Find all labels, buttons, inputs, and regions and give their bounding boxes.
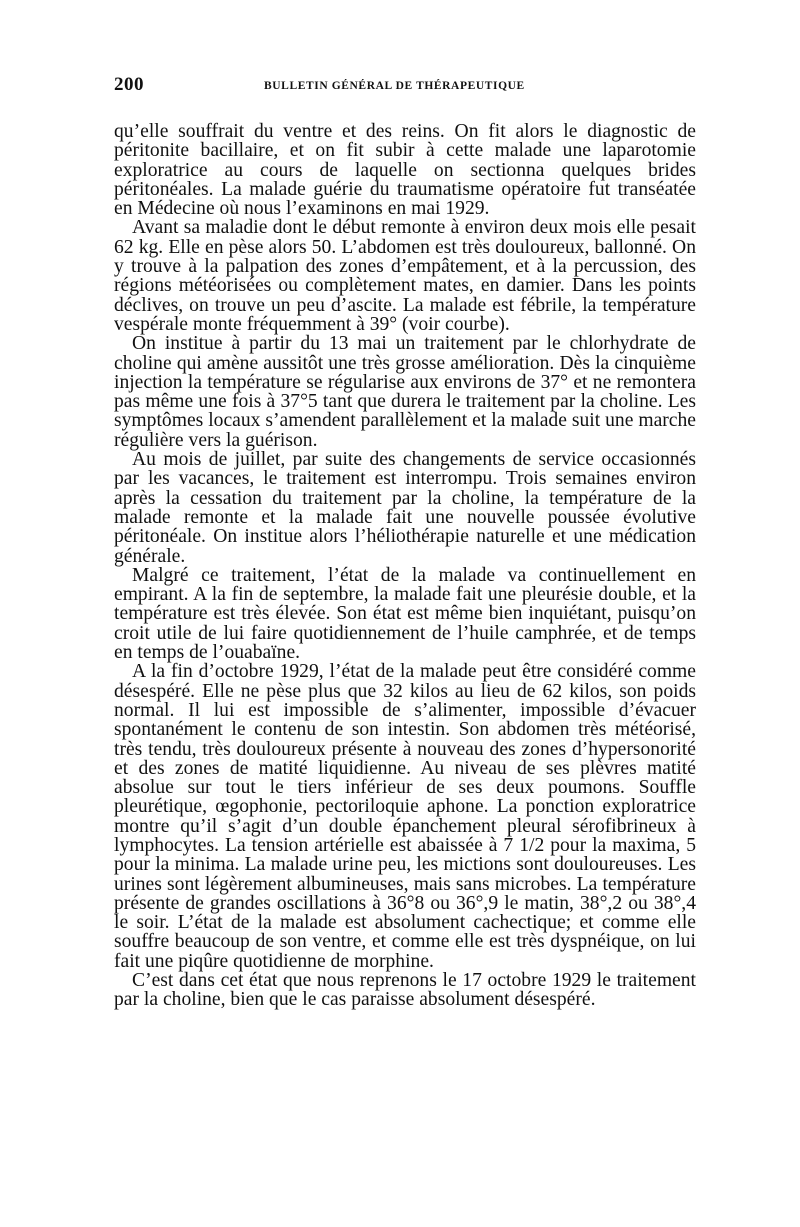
paragraph: qu’elle souffrait du ventre et des reins. On fit alors le diagnostic de péritonite bacillaire, et on fit subir à cette malade une laparotomie exploratrice au cours de laquelle on sectionna quelques brides péritonéales. La malade guérie du traumatisme opératoire fut transéatée en Médecine où nous l’examinons en mai 1929. bbox=[114, 121, 696, 220]
journal-title: BULLETIN GÉNÉRAL DE THÉRAPEUTIQUE bbox=[264, 80, 525, 92]
document-page bbox=[114, 74, 696, 1010]
paragraph: Avant sa maladie dont le début remonte à environ deux mois elle pesait 62 kg. Elle en pèse alors 50. L’abdomen est très douloureux, ballonné. On y trouve à la palpation des zones d’empâtement, et à la percussion, des régions météorisées ou complètement mates, en damier. Dans les points déclives, on trouve un peu d’ascite. La malade est fébrile, la température vespérale monte fréquemment à 39° (voir courbe). bbox=[114, 217, 696, 335]
body-text bbox=[114, 122, 696, 1010]
running-header bbox=[114, 74, 696, 102]
paragraph: Malgré ce traitement, l’état de la malade va continuellement en empirant. A la fin de septembre, la malade fait une pleurésie double, et la température est très élevée. Son état est même bien inquiétant, puisqu’on croit utile de lui faire quotidiennement de l’huile camphrée, et de temps en temps de l’ouabaïne. bbox=[114, 564, 696, 664]
paragraph: Au mois de juillet, par suite des changements de service occasionnés par les vacances, le traitement est interrompu. Trois semaines environ après la cessation du traitement par la choline, la température de la malade remonte et la malade fait une nouvelle poussée évolutive péritonéale. On institue alors l’héliothérapie naturelle et une médication générale. bbox=[114, 449, 696, 567]
page-number: 200 bbox=[114, 74, 144, 95]
paragraph: A la fin d’octobre 1929, l’état de la malade peut être considéré comme désespéré. Elle ne pèse plus que 32 kilos au lieu de 62 kilos, son poids normal. Il lui est impossible de s’alimenter, impossible d’évacuer spontanément le contenu de son intestin. Son abdomen très météorisé, très tendu, très douloureux présente à nouveau des zones d’hypersonorité et des zones de matité liquidienne. Au niveau de ses plèvres matité absolue sur tout le tiers inférieur de ses deux poumons. Souffle pleurétique, œgophonie, pectoriloquie aphone. La ponction exploratrice montre qu’il s’agit d’un double épanchement pleural sérofibrineux à lymphocytes. La tension artérielle est abaissée à 7 1/2 pour la maxima, 5 pour la minima. La malade urine peu, les mictions sont douloureuses. Les urines sont légèrement albumineuses, mais sans microbes. La température présente de grandes oscillations à 36°8 ou 36°,9 le matin, 38°,2 ou 38°,4 le soir. L’état de la malade est absolument cachectique; et comme elle souffre beaucoup de son ventre, et comme elle est très dyspnéique, on lui fait une piqûre quotidienne de morphine. bbox=[114, 661, 696, 972]
paragraph: On institue à partir du 13 mai un traitement par le chlorhydrate de choline qui amène aussitôt une très grosse amélioration. Dès la cinquième injection la température se régularise aux environs de 37° et ne remontera pas même une fois à 37°5 tant que durera le traitement par la choline. Les symptômes locaux s’amendent parallèlement et la malade suit une marche régulière vers la guérison. bbox=[114, 333, 696, 451]
paragraph: C’est dans cet état que nous reprenons le 17 octobre 1929 le traitement par la choline, bien que le cas paraisse absolument désespéré. bbox=[114, 970, 696, 1011]
